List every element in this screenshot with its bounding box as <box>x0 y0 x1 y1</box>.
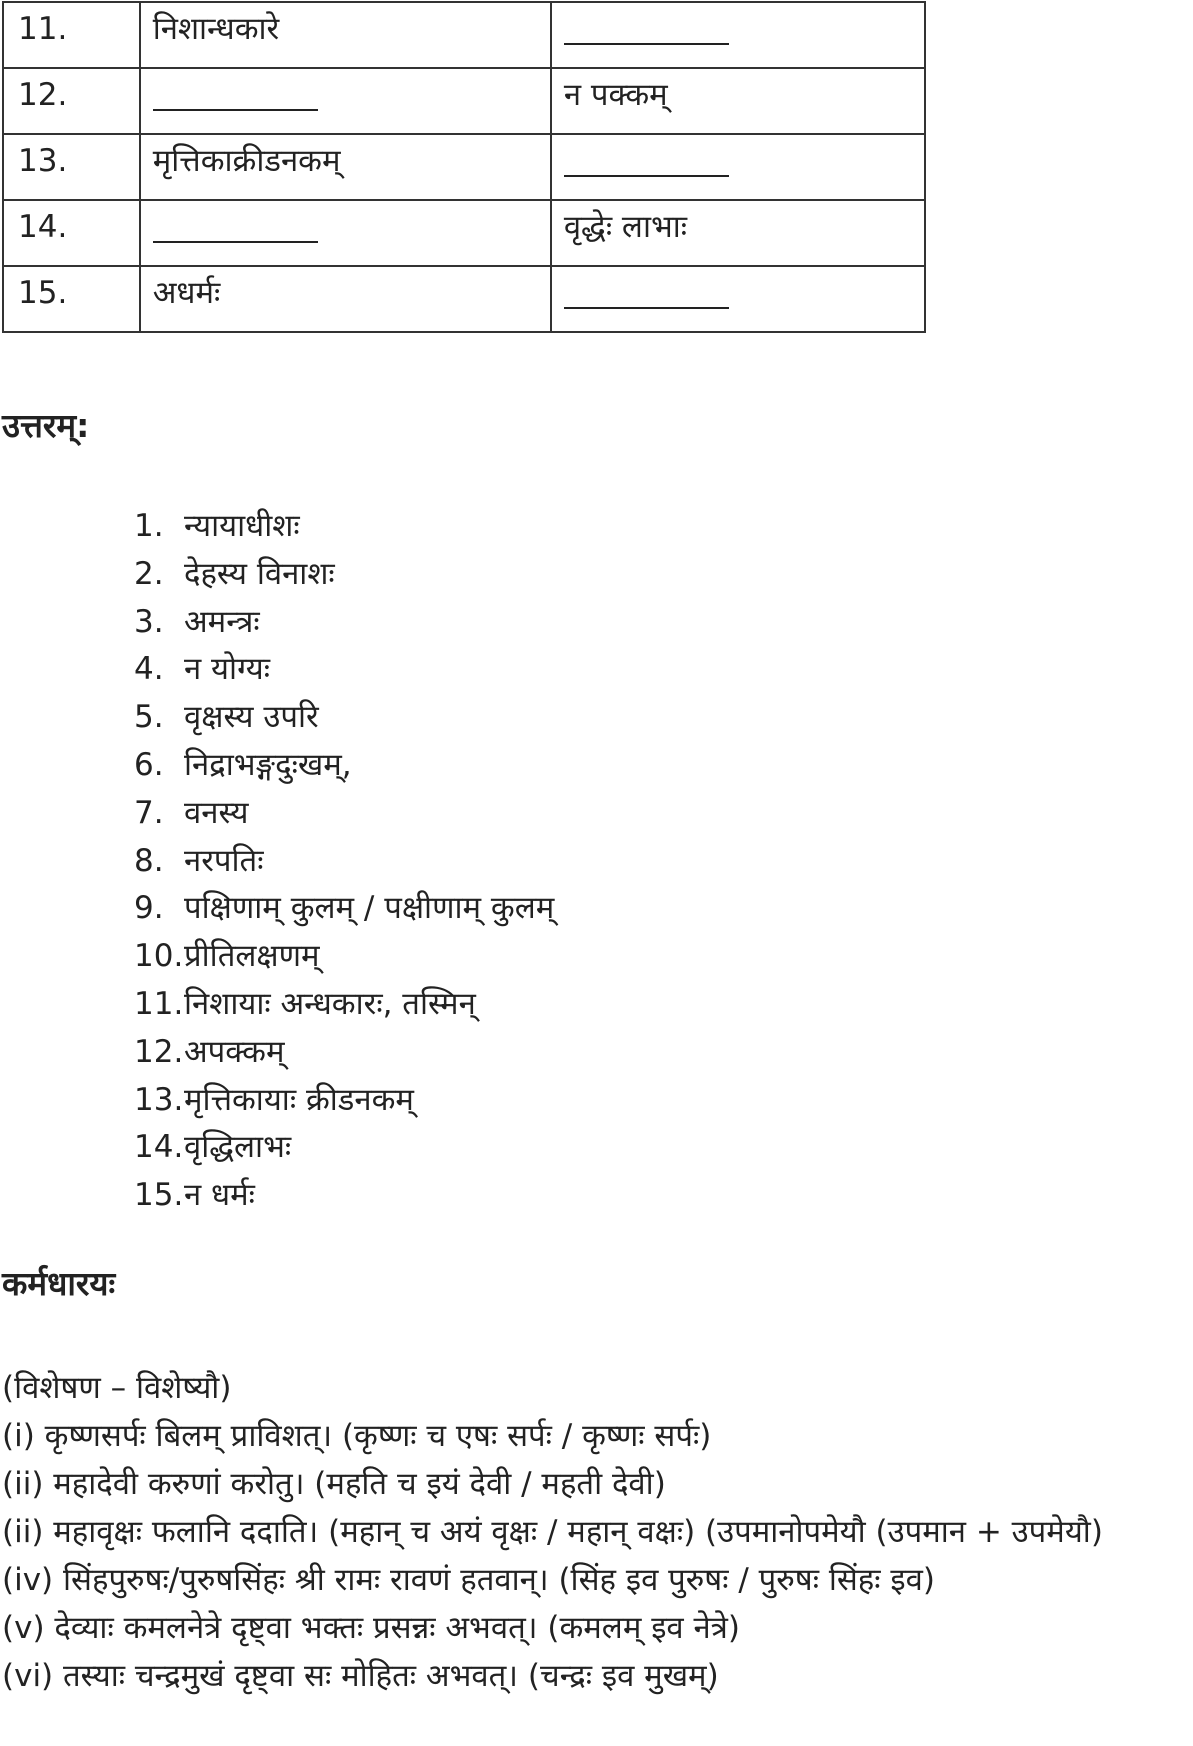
body-line: (v) देव्याः कमलनेत्रे दृष्ट्वा भक्तः प्रसन्नः अभवत्। (कमलम् इव नेत्रे) <box>2 1610 740 1646</box>
item-number: 13. <box>134 1081 184 1118</box>
body-line: (iv) सिंहपुरुषः/पुरुषसिंहः श्री रामः रावणं हतवान्। (सिंह इव पुरुषः / पुरुषः सिंहः इव) <box>2 1562 935 1598</box>
answer-list <box>134 503 554 1220</box>
item-text: मृत्तिकायाः क्रीडनकम् <box>184 1081 414 1118</box>
karmadharaya-examples <box>2 1364 1192 1700</box>
table-cell: निशान्धकारे <box>140 2 551 68</box>
row-number: 11. <box>3 2 140 68</box>
list-item <box>134 646 554 694</box>
answer-blank <box>564 141 729 177</box>
list-item <box>134 599 554 647</box>
table-row <box>3 134 925 200</box>
item-text: निशायाः अन्धकारः, तस्मिन् <box>184 985 476 1022</box>
table-cell <box>140 200 551 266</box>
table-row <box>3 2 925 68</box>
body-line: (विशेषण – विशेष्यौ) <box>2 1370 232 1406</box>
item-number: 8. <box>134 842 164 879</box>
item-number: 15. <box>134 1177 184 1214</box>
item-number: 7. <box>134 794 164 831</box>
item-number: 5. <box>134 699 164 736</box>
item-text: वृद्धिलाभः <box>184 1129 292 1166</box>
item-text: निद्राभङ्गदुःखम्, <box>184 746 352 783</box>
answer-heading: उत्तरम्: <box>2 406 90 445</box>
body-line: (ii) महावृक्षः फलानि ददाति। (महान् च अयं वृक्षः / महान् वक्षः) (उपमानोपमेयौ (उपमान + उपमेयौ) <box>2 1514 1103 1550</box>
list-item <box>134 1077 554 1125</box>
exercise-table <box>2 1 926 333</box>
table-cell: मृत्तिकाक्रीडनकम् <box>140 134 551 200</box>
list-item <box>134 1124 554 1172</box>
table-cell: न पक्कम् <box>551 68 925 134</box>
item-text: न योग्यः <box>184 651 271 688</box>
list-item <box>134 1172 554 1220</box>
list-item <box>134 790 554 838</box>
item-number: 3. <box>134 603 164 640</box>
list-item <box>134 933 554 981</box>
item-text: देहस्य विनाशः <box>184 555 335 592</box>
list-item <box>134 1029 554 1077</box>
item-text: न धर्मः <box>184 1177 255 1214</box>
row-number: 12. <box>3 68 140 134</box>
list-item <box>134 503 554 551</box>
table-row <box>3 68 925 134</box>
table-row <box>3 266 925 332</box>
table-cell <box>551 2 925 68</box>
row-number: 13. <box>3 134 140 200</box>
table-cell <box>551 134 925 200</box>
row-number: 15. <box>3 266 140 332</box>
list-item <box>134 838 554 886</box>
answer-blank <box>564 273 729 309</box>
list-item <box>134 694 554 742</box>
answer-blank <box>153 207 318 243</box>
list-item <box>134 885 554 933</box>
body-line: (ii) महादेवी करुणां करोतु। (महति च इयं देवी / महती देवी) <box>2 1466 666 1502</box>
table-row <box>3 200 925 266</box>
item-number: 4. <box>134 651 164 688</box>
table-cell <box>140 68 551 134</box>
row-number: 14. <box>3 200 140 266</box>
item-number: 11. <box>134 985 184 1022</box>
item-text: प्रीतिलक्षणम् <box>184 938 320 975</box>
table-cell: वृद्धेः लाभाः <box>551 200 925 266</box>
body-line: (i) कृष्णसर्पः बिलम् प्राविशत्। (कृष्णः च एषः सर्पः / कृष्णः सर्पः) <box>2 1418 712 1454</box>
item-number: 2. <box>134 555 164 592</box>
table-cell <box>551 266 925 332</box>
item-text: अमन्त्रः <box>184 603 260 640</box>
answer-blank <box>564 9 729 45</box>
item-text: पक्षिणाम् कुलम् / पक्षीणाम् कुलम् <box>184 890 555 927</box>
item-text: न्यायाधीशः <box>184 508 300 544</box>
item-text: वनस्य <box>184 794 249 831</box>
item-text: अपक्कम् <box>184 1033 285 1070</box>
item-number: 6. <box>134 746 164 783</box>
item-number: 9. <box>134 890 164 927</box>
item-number: 10. <box>134 938 184 975</box>
item-number: 1. <box>134 508 164 544</box>
list-item <box>134 981 554 1029</box>
item-text: वृक्षस्य उपरि <box>184 699 319 736</box>
table-cell: अधर्मः <box>140 266 551 332</box>
karmadharaya-heading: कर्मधारयः <box>2 1264 116 1303</box>
list-item <box>134 551 554 599</box>
answer-blank <box>153 75 318 111</box>
item-text: नरपतिः <box>184 842 264 879</box>
item-number: 14. <box>134 1129 184 1166</box>
item-number: 12. <box>134 1033 184 1070</box>
list-item <box>134 742 554 790</box>
body-line: (vi) तस्याः चन्द्रमुखं दृष्ट्वा सः मोहितः अभवत्। (चन्द्रः इव मुखम्) <box>2 1658 719 1694</box>
